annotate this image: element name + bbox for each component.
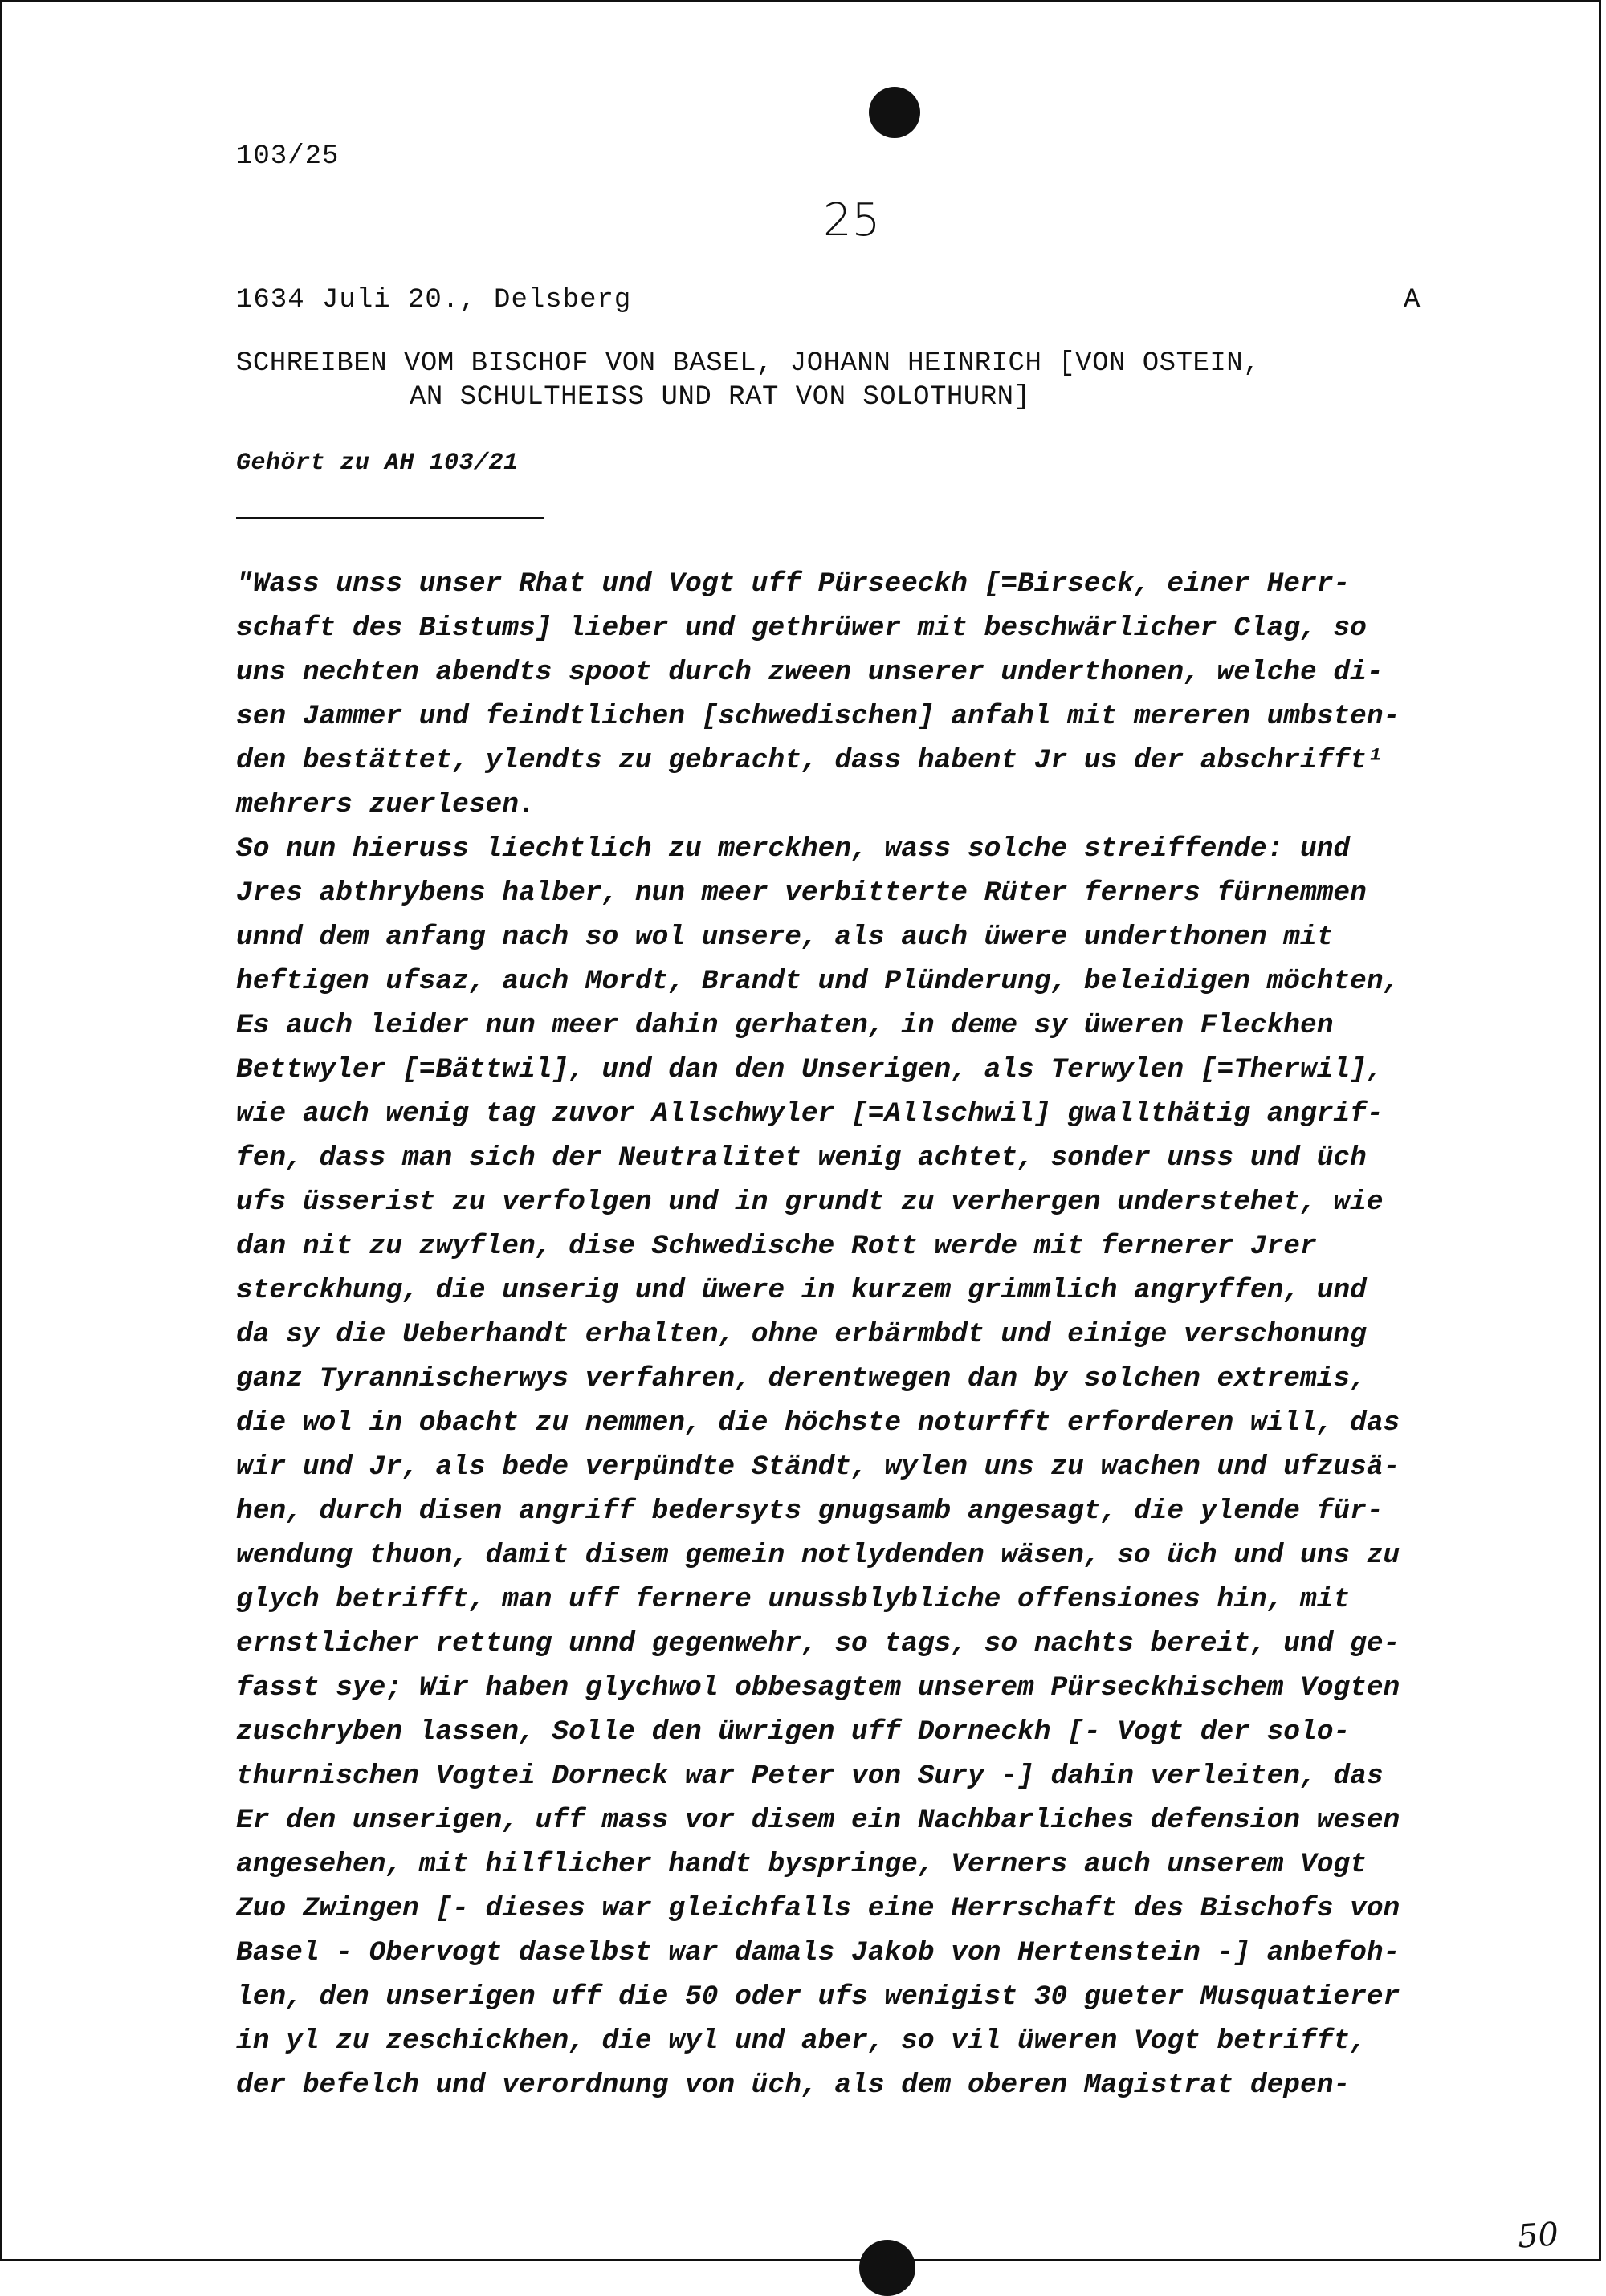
- page-number: 25: [823, 194, 881, 246]
- body-line: Basel - Obervogt daselbst war damals Jakob von Hertenstein -] anbefoh-: [236, 1937, 1400, 1968]
- body-line: zuschryben lassen, Solle den üwrigen uff Dorneckh [- Vogt der solo-: [236, 1716, 1351, 1748]
- document-heading: [236, 347, 1521, 414]
- body-line: heftigen ufsaz, auch Mordt, Brandt und Plünderung, beleidigen möchten,: [236, 966, 1400, 997]
- body-line: fasst sye; Wir haben glychwol obbesagtem unserem Pürseckhischem Vogten: [236, 1672, 1400, 1704]
- handwritten-page-mark: 50: [1516, 2216, 1560, 2256]
- body-line: Es auch leider nun meer dahin gerhaten, in deme sy üweren Fleckhen: [236, 1010, 1334, 1041]
- body-line: schaft des Bistums] lieber und gethrüwer mit beschwärlicher Clag, so: [236, 613, 1367, 644]
- body-line: ganz Tyrannischerwys verfahren, derentwegen dan by solchen extremis,: [236, 1363, 1367, 1394]
- body-line: glych betrifft, man uff fernere unussblybliche offensiones hin, mit: [236, 1584, 1351, 1615]
- body-line: hen, durch disen angriff bedersyts gnugsamb angesagt, die ylende für-: [236, 1496, 1384, 1527]
- body-line: den bestättet, ylendts zu gebracht, dass habent Jr us der abschrifft¹: [236, 745, 1384, 776]
- body-line: fen, dass man sich der Neutralitet wenig achtet, sonder unss und üch: [236, 1142, 1367, 1174]
- body-line: die wol in obacht zu nemmen, die höchste noturfft erforderen will, das: [236, 1407, 1400, 1439]
- date-place: 1634 Juli 20., Delsberg: [236, 285, 632, 315]
- heading-line-1: SCHREIBEN VOM BISCHOF VON BASEL, JOHANN HEINRICH [VON OSTEIN,: [236, 348, 1261, 379]
- body-line: Zuo Zwingen [- dieses war gleichfalls eine Herrschaft des Bischofs von: [236, 1893, 1400, 1924]
- body-line: Jres abthrybens halber, nun meer verbitterte Rüter ferners fürnemmen: [236, 877, 1367, 909]
- body-line: wendung thuon, damit disem gemein notlydenden wäsen, so üch und uns zu: [236, 1540, 1400, 1571]
- punch-hole-bottom: [859, 2240, 915, 2296]
- punch-hole-top: [869, 87, 920, 138]
- body-line: "Wass unss unser Rhat und Vogt uff Pürseeckh [=Birseck, einer Herr-: [236, 568, 1351, 600]
- body-line: So nun hieruss liechtlich zu merckhen, wass solche streiffende: und: [236, 833, 1351, 865]
- body-line: in yl zu zeschickhen, die wyl und aber, so vil üweren Vogt betrifft,: [236, 2025, 1367, 2057]
- letter-body: [236, 562, 1489, 2107]
- divider-rule: [236, 517, 544, 519]
- body-line: Er den unserigen, uff mass vor disem ein Nachbarliches defension wesen: [236, 1805, 1400, 1836]
- body-line: thurnischen Vogtei Dorneck war Peter von Sury -] dahin verleiten, das: [236, 1761, 1384, 1792]
- body-line: angesehen, mit hilflicher handt byspringe, Verners auch unserem Vogt: [236, 1849, 1367, 1880]
- body-line: wir und Jr, als bede verpündte Ständt, wylen uns zu wachen und ufzusä-: [236, 1451, 1400, 1483]
- body-line: da sy die Ueberhandt erhalten, ohne erbärmbdt und einige verschonung: [236, 1319, 1367, 1350]
- body-line: unnd dem anfang nach so wol unsere, als auch üwere underthonen mit: [236, 922, 1334, 953]
- heading-line-2: AN SCHULTHEISS UND RAT VON SOLOTHURN]: [410, 382, 1031, 413]
- reference-number: 103/25: [236, 141, 340, 172]
- body-line: ufs üsserist zu verfolgen und in grundt zu verhergen understehet, wie: [236, 1187, 1384, 1218]
- body-line: sen Jammer und feindtlichen [schwedischen] anfahl mit mereren umbsten-: [236, 701, 1400, 732]
- belongs-to-note: Gehört zu AH 103/21: [236, 450, 519, 477]
- version-mark: A: [1404, 285, 1421, 315]
- body-line: dan nit zu zwyflen, dise Schwedische Rott werde mit fernerer Jrer: [236, 1231, 1317, 1262]
- body-line: der befelch und verordnung von üch, als dem oberen Magistrat depen-: [236, 2070, 1351, 2101]
- body-line: mehrers zuerlesen.: [236, 789, 536, 820]
- body-line: ernstlicher rettung unnd gegenwehr, so tags, so nachts bereit, und ge-: [236, 1628, 1400, 1659]
- body-line: Bettwyler [=Bättwil], und dan den Unserigen, als Terwylen [=Therwil],: [236, 1054, 1384, 1085]
- body-line: wie auch wenig tag zuvor Allschwyler [=Allschwil] gwallthätig angrif-: [236, 1098, 1384, 1130]
- body-line: uns nechten abendts spoot durch zween unserer underthonen, welche di-: [236, 657, 1384, 688]
- body-line: sterckhung, die unserig und üwere in kurzem grimmlich angryffen, und: [236, 1275, 1367, 1306]
- body-line: len, den unserigen uff die 50 oder ufs wenigist 30 gueter Musquatierer: [236, 1981, 1400, 2013]
